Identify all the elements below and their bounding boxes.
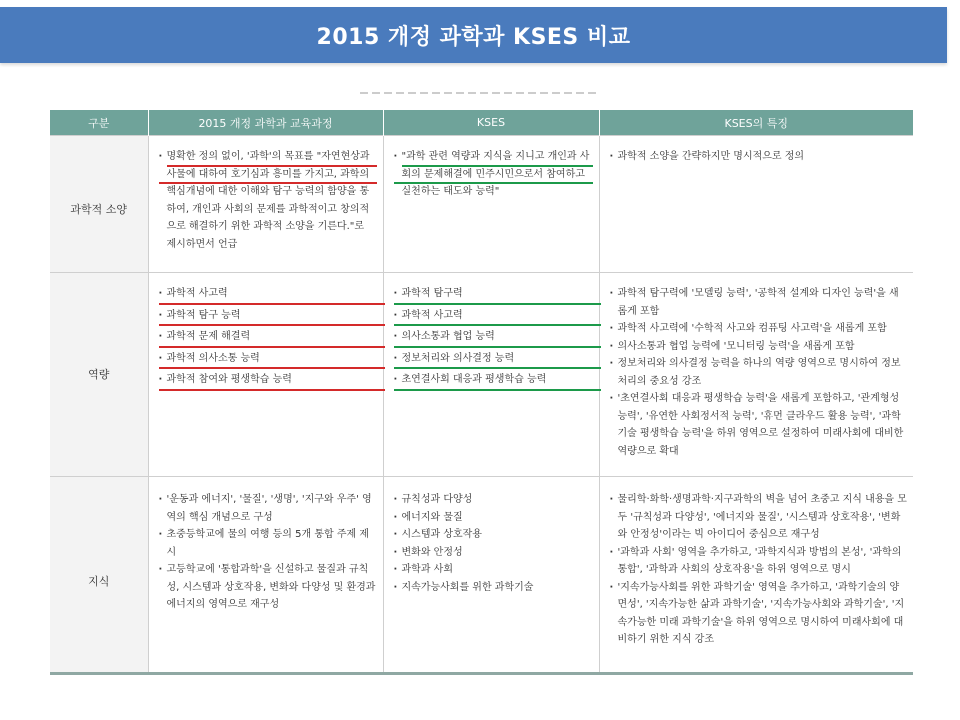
table-row: [50, 477, 913, 674]
curriculum-cell: [148, 273, 383, 477]
table-row: [50, 136, 913, 273]
list-item: · "과학 관련 역량과 지식을 지니고 개인과 사회의 문제해결에 민주시민으로서 참여하고 실천하는 태도와 능력": [394, 148, 593, 201]
list-item: · 과학적 사고력에 '수학적 사고와 컴퓨팅 사고력'을 새롭게 포함: [610, 320, 908, 338]
list-item: · 과학적 탐구력: [394, 285, 601, 305]
list-item: · 고등학교에 '통합과학'을 신설하고 물질과 규칙성, 시스템과 상호작용, 변화와 다양성 및 환경과 에너지의 영역으로 재구성: [159, 561, 377, 614]
list-item: · 명확한 정의 없이, '과학'의 목표를 "자연현상과 사물에 대하여 호기심과 흥미를 가지고, 과학의 핵심개념에 대한 이해와 탐구 능력의 함양을 통하여, 개인과 사회의 문제를 과학적이고 창의적으로 해결하기 위한 과학적 소양을 기른다."로 제시하면서 언급: [159, 148, 377, 253]
list-item: · 물리학·화학·생명과학·지구과학의 벽을 넘어 초중고 지식 내용을 모두 '규칙성과 다양성', '에너지와 물질', '시스템과 상호작용', '변화와 안정성'이라는 빅 아이디어 중심으로 재구성: [610, 491, 908, 544]
list-item: · 변화와 안정성: [394, 544, 593, 562]
list-item: · 과학적 탐구 능력: [159, 307, 385, 327]
list-item: · '과학과 사회' 영역을 추가하고, '과학지식과 방법의 본성', '과학의 통합', '과학과 사회의 상호작용'을 하위 영역으로 명시: [610, 544, 908, 579]
header-features: KSES의 특징: [599, 110, 913, 136]
list-item: · 과학적 사고력: [159, 285, 385, 305]
curriculum-cell: [148, 136, 383, 273]
header-curriculum: 2015 개정 과학과 교육과정: [148, 110, 383, 136]
kses-cell: [383, 273, 599, 477]
header-kses: KSES: [383, 110, 599, 136]
features-cell: [599, 136, 913, 273]
list-item: · 에너지와 물질: [394, 509, 593, 527]
decorative-line: [360, 92, 600, 94]
row-category: 과학적 소양: [50, 136, 148, 273]
list-item: · 과학적 참여와 평생학습 능력: [159, 371, 385, 391]
kses-cell: [383, 136, 599, 273]
list-item: · 규칙성과 다양성: [394, 491, 593, 509]
list-item: · 시스템과 상호작용: [394, 526, 593, 544]
list-item: · 초중등학교에 물의 여행 등의 5개 통합 주제 제시: [159, 526, 377, 561]
list-item: · 정보처리와 의사결정 능력을 하나의 역량 영역으로 명시하여 정보처리의 중요성 강조: [610, 355, 908, 390]
list-item: · 초연결사회 대응과 평생학습 능력: [394, 371, 601, 391]
list-item: · 의사소통과 협업 능력에 '모니터링 능력'을 새롭게 포함: [610, 338, 908, 356]
list-item: · 과학적 사고력: [394, 307, 601, 327]
curriculum-cell: [148, 477, 383, 674]
list-item: · 과학적 의사소통 능력: [159, 350, 385, 370]
list-item: · 과학적 문제 해결력: [159, 328, 385, 348]
row-category: 지식: [50, 477, 148, 674]
comparison-table: [50, 110, 913, 675]
list-item: · 과학적 탐구력에 '모델링 능력', '공학적 설계와 디자인 능력'을 새롭게 포함: [610, 285, 908, 320]
list-item: · '운동과 에너지', '물질', '생명', '지구와 우주' 영역의 핵심 개념으로 구성: [159, 491, 377, 526]
features-cell: [599, 477, 913, 674]
list-item: · 과학적 소양을 간략하지만 명시적으로 정의: [610, 148, 908, 166]
page-title: 2015 개정 과학과 KSES 비교: [316, 24, 631, 50]
list-item: · 지속가능사회를 위한 과학기술: [394, 579, 593, 597]
kses-cell: [383, 477, 599, 674]
title-bar: [0, 7, 947, 63]
header-category: 구분: [50, 110, 148, 136]
table-header-row: [50, 110, 913, 136]
table-row: [50, 273, 913, 477]
list-item: · 정보처리와 의사결정 능력: [394, 350, 601, 370]
list-item: · 과학과 사회: [394, 561, 593, 579]
list-item: · 의사소통과 협업 능력: [394, 328, 601, 348]
list-item: · '지속가능사회를 위한 과학기술' 영역을 추가하고, '과학기술의 양면성', '지속가능한 삶과 과학기술', '지속가능사회와 과학기술', '지속가능한 미래 과학기술'을 하위 영역으로 명시하여 미래사회에 대비하기 위한 지식 강조: [610, 579, 908, 649]
row-category: 역량: [50, 273, 148, 477]
list-item: · '초연결사회 대응과 평생학습 능력'을 새롭게 포함하고, '관계형성 능력', '유연한 사회정서적 능력', '휴먼 클라우드 활용 능력', '과학기술 평생학습 능력'을 하위 영역으로 설정하여 미래사회에 대비한 역량으로 확대: [610, 390, 908, 460]
features-cell: [599, 273, 913, 477]
